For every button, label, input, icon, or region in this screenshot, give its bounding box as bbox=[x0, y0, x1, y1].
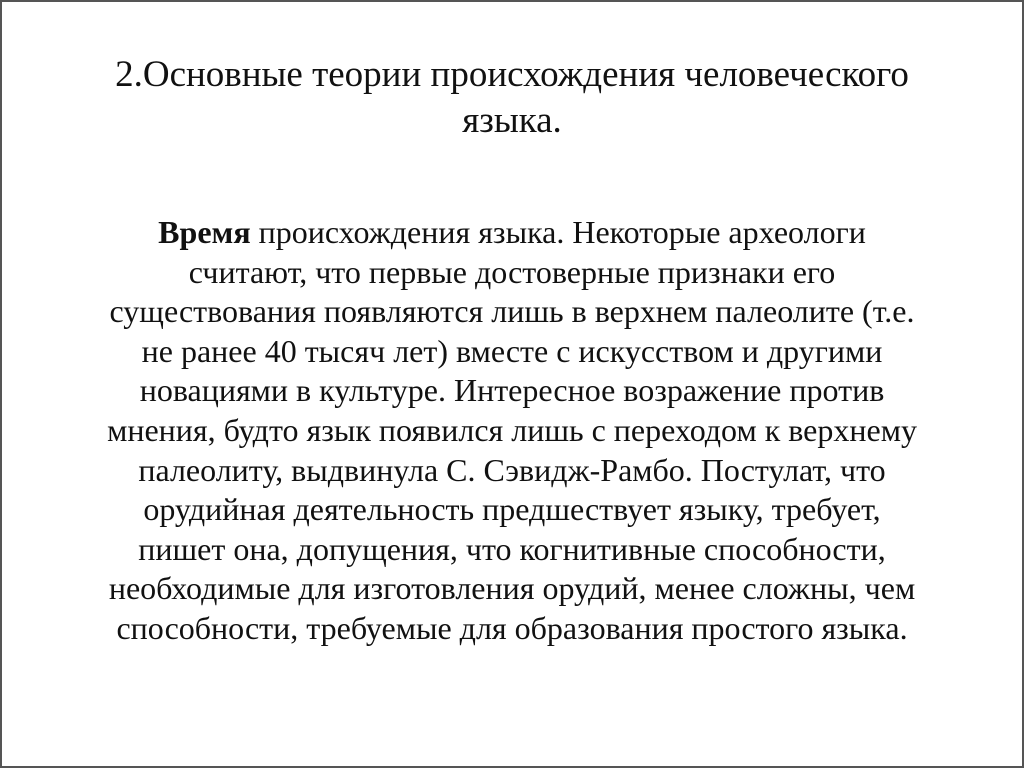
body-line: палеолиту, выдвинула С. Сэвидж-Рамбо. Постулат, что bbox=[138, 451, 886, 488]
body-line: мнения, будто язык появился лишь с переходом к верхнему bbox=[107, 411, 917, 448]
slide-body bbox=[0, 213, 1024, 649]
lead-text: происхождения языка. Некоторые археологи bbox=[250, 214, 866, 250]
body-line: способности, требуемые для образования простого языка. bbox=[116, 609, 908, 646]
slide-title bbox=[0, 52, 1024, 144]
body-line: орудийная деятельность предшествует языку, требует, bbox=[143, 491, 881, 528]
body-line: новациями в культуре. Интересное возражение против bbox=[139, 372, 885, 409]
title-line: 2.Основные теории происхождения человеческого bbox=[115, 54, 909, 95]
body-line: пишет она, допущения, что когнитивные способности, bbox=[138, 530, 886, 567]
bold-term: Время bbox=[158, 214, 251, 250]
body-line bbox=[0, 213, 1024, 253]
body-line: считают, что первые достоверные признаки его bbox=[188, 253, 836, 290]
body-line: существования появляются лишь в верхнем палеолите (т.е. bbox=[109, 293, 915, 330]
body-line: необходимые для изготовления орудий, менее сложны, чем bbox=[108, 570, 916, 607]
body-line: не ранее 40 тысяч лет) вместе с искусством и другими bbox=[141, 332, 883, 369]
title-line: языка. bbox=[462, 100, 562, 141]
